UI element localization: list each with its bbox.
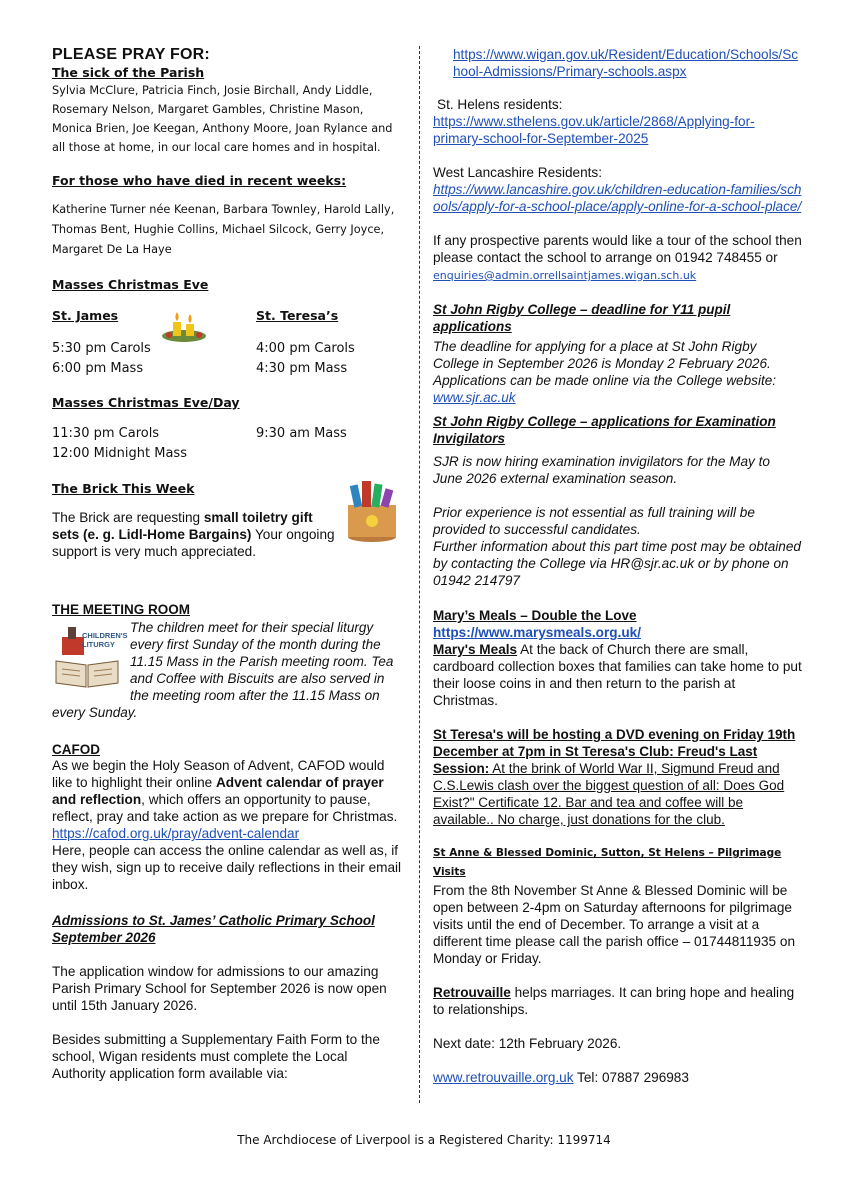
sjr-invig-para-3: Further information about this part time post may be obtained by contacting the College via HR@sjr.ac.uk or by phone on 01942 214797 <box>433 539 801 588</box>
left-column <box>52 46 404 1082</box>
brick-heading: The Brick This Week <box>52 481 195 496</box>
st-james-day-2: 12:00 Midnight Mass <box>52 446 187 461</box>
childrens-liturgy-logo <box>52 621 128 691</box>
admissions-heading: Admissions to St. James’ Catholic Primary School September 2026 <box>52 913 375 945</box>
marys-text: Mary's Meals At the back of Church there are small, cardboard collection boxes that families can take home to put their loose coins in and then return to the parish at Christmas. <box>433 642 802 708</box>
meeting-block <box>52 619 404 721</box>
st-james-eve-2: 6:00 pm Mass <box>52 361 144 376</box>
retrouvaille-next-date: Next date: 12th February 2026. <box>433 1036 622 1051</box>
wigan-link[interactable]: https://www.wigan.gov.uk/Resident/Education/Schools/School-Admissions/Primary-schools.aspx <box>453 47 799 79</box>
masses-day-heading: Masses Christmas Eve/Day <box>52 395 240 410</box>
retrouvaille-text: Retrouvaille helps marriages. It can bring hope and healing to relationships. <box>433 985 795 1017</box>
died-list: Katherine Turner née Keenan, Barbara Townley, Harold Lally, Thomas Bent, Hughie Collins, Michael Silcock, Gerry Joyce, Margaret De La Haye <box>52 203 395 256</box>
admissions-para-1: The application window for admissions to our amazing Parish Primary School for September 2026 is now open until 15th January 2026. <box>52 964 387 1013</box>
st-james-heading: St. James <box>52 308 119 323</box>
sthelens-link[interactable]: https://www.sthelens.gov.uk/article/2868/Applying-for-primary-school-for-September-2025 <box>433 114 755 146</box>
st-teresas-eve-1: 4:00 pm Carols <box>256 341 355 356</box>
right-column <box>433 46 803 1086</box>
cafod-link[interactable]: https://cafod.org.uk/pray/advent-calendar <box>52 826 300 841</box>
st-teresas-day-1: 9:30 am Mass <box>256 426 347 441</box>
masses-eve-heading: Masses Christmas Eve <box>52 277 209 292</box>
pilgrimage-text: From the 8th November St Anne & Blessed Dominic will be open between 2-4pm on Saturday afternoons for pilgrimage visits until the end of December. To arrange a visit at a different time please call the parish office – 01744811935 on Monday or Friday. <box>433 883 795 966</box>
candles-icon <box>159 310 209 344</box>
died-heading: For those who have died in recent weeks: <box>52 173 347 188</box>
toiletries-box-icon <box>342 479 402 543</box>
sjr-invig-para-1: SJR is now hiring examination invigilators for the May to June 2026 external examination season. <box>433 454 770 486</box>
westlancs-link[interactable]: https://www.lancashire.gov.uk/children-education-families/schools/apply-for-a-school-place/apply-online-for-a-school-place/ <box>433 182 802 214</box>
meeting-text: The children meet for their special liturgy every first Sunday of the month during the 11.15 Mass in the Parish meeting room. Tea and Coffee with Biscuits are also served in the meeting room after the 11.15 Mass on every Sunday. <box>52 620 394 720</box>
masses-eve-table <box>52 308 404 379</box>
column-divider <box>419 46 420 1103</box>
st-teresas-heading: St. Teresa’s <box>256 308 339 323</box>
cafod-text: As we begin the Holy Season of Advent, CAFOD would like to highlight their online Advent calendar of prayer and reflection, which offers an opportunity to pause, reflect, pray and take action as we prepare for Christmas. <box>52 758 398 824</box>
westlancs-label: West Lancashire Residents: <box>433 165 602 180</box>
marys-heading: Mary’s Meals – Double the Love <box>433 608 637 623</box>
logo-line-2: LITURGY <box>82 640 115 649</box>
brick-text: The Brick are requesting small toiletry gift sets (e. g. Lidl-Home Bargains) Your ongoing support is very much appreciated. <box>52 510 335 559</box>
st-james-day-1: 11:30 pm Carols <box>52 426 160 441</box>
sjr-website-link[interactable]: www.sjr.ac.uk <box>433 390 516 405</box>
cafod-heading: CAFOD <box>52 742 100 757</box>
school-email-link[interactable]: enquiries@admin.orrellsaintjames.wigan.sch.uk <box>433 269 697 282</box>
sthelens-label: St. Helens residents: <box>437 97 563 112</box>
st-james-eve-1: 5:30 pm Carols <box>52 341 151 356</box>
pilgrimage-heading: St Anne & Blessed Dominic, Sutton, St Helens – Pilgrimage Visits <box>433 847 782 878</box>
sjr-deadline-text: The deadline for applying for a place at St John Rigby College in September 2026 is Monday 2 February 2026. Applications can be made online via the College website: www.sjr.ac.uk <box>433 339 777 405</box>
sjr-deadline-heading: St John Rigby College – deadline for Y11 pupil applications <box>433 302 731 334</box>
admissions-para-2: Besides submitting a Supplementary Faith Form to the school, Wigan residents must complete the Local Authority application form available via: <box>52 1032 380 1081</box>
st-teresas-eve-2: 4:30 pm Mass <box>256 361 348 376</box>
sjr-invig-heading: St John Rigby College – applications for Examination Invigilators <box>433 414 776 446</box>
sick-heading: The sick of the Parish <box>52 65 205 80</box>
dvd-text: St Teresa's will be hosting a DVD evening on Friday 19th December at 7pm in St Teresa's Club: Freud's Last Session: At the brink of World War II, Sigmund Freud and C.S.Lewis clash over the biggest question of all: Does God Exist?" Certificate 12. Bar and tea and coffee will be available.. No charge, just donations for the club. <box>433 727 796 827</box>
cafod-text-2: Here, people can access the online calendar as well as, if they wish, sign up to receive daily reflections in their email inbox. <box>52 843 402 892</box>
logo-line-1: CHILDREN'S <box>82 631 128 640</box>
tour-text: If any prospective parents would like a tour of the school then please contact the school to arrange on 01942 748455 or enquiries@admin.orrellsaintjames.wigan.sch.uk <box>433 233 802 282</box>
sick-list: Sylvia McClure, Patricia Finch, Josie Birchall, Andy Liddle, Rosemary Nelson, Margaret Gambles, Christine Mason, Monica Brien, Joe Keegan, Anthony Moore, Joan Rylance and all those at home, in our local care homes and in hospital. <box>52 84 393 154</box>
retrouvaille-link[interactable]: www.retrouvaille.org.uk <box>433 1070 574 1085</box>
meeting-heading: THE MEETING ROOM <box>52 602 190 617</box>
pray-title: PLEASE PRAY FOR: <box>52 46 210 63</box>
retrouvaille-contact: www.retrouvaille.org.uk Tel: 07887 296983 <box>433 1070 689 1085</box>
sjr-invig-para-2: Prior experience is not essential as full training will be provided to successful candidates. <box>433 505 755 537</box>
marys-link[interactable]: https://www.marysmeals.org.uk/ <box>433 625 641 640</box>
masses-day-table <box>52 424 404 464</box>
footer-charity-note: The Archdiocese of Liverpool is a Registered Charity: 1199714 <box>237 1133 611 1147</box>
